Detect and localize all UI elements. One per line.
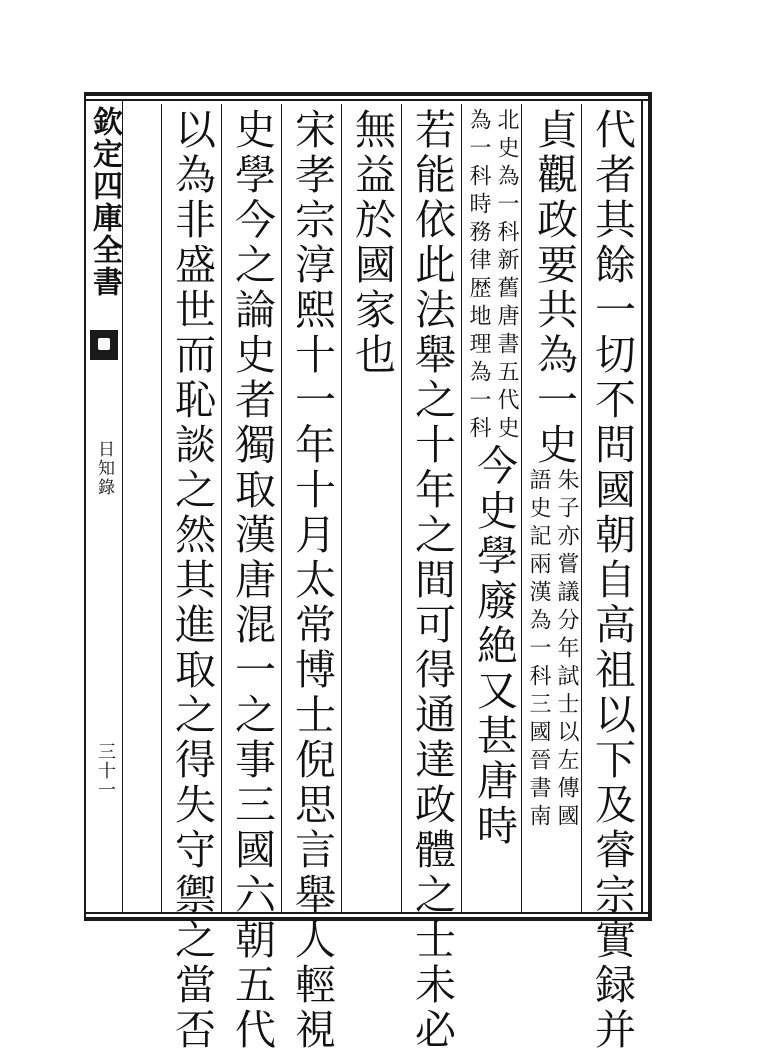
text-column-7 (221, 104, 282, 1053)
fish-tail-ornament (90, 330, 118, 360)
note-line-left: 為一科時務律歴地理為一科 (466, 108, 491, 444)
book-title: 日知錄 (94, 440, 114, 497)
text-column-8 (161, 104, 222, 1053)
note-line-left: 語史記兩漢為一科三國晉書南 (526, 468, 551, 832)
text-column-2 (521, 104, 582, 912)
column-text: 無益於國家也 (348, 108, 396, 378)
note-line-right: 北史為一科新舊唐書五代史 (494, 108, 519, 444)
blank-column (122, 104, 162, 912)
column-text: 今史學廢絶又甚唐時 (470, 444, 518, 849)
column-text: 宋孝宗淳熙十一年十月太常博士倪思言舉人輕視 (288, 108, 336, 1053)
text-column-6 (281, 104, 342, 1053)
text-column-1 (581, 104, 642, 1053)
note-line-right: 朱子亦嘗議分年試士以左傳國 (554, 468, 579, 832)
column-text: 史學今之論史者獨取漢唐混一之事三國六朝五代 (228, 108, 276, 1053)
column-text: 貞觀政要共為一史 (530, 108, 578, 468)
commentary-note (524, 468, 580, 832)
column-text: 若能依此法舉之十年之間可得通達政體之士未必 (408, 108, 456, 1053)
column-text: 以為非盛世而恥談之然其進取之得失守禦之當否 (168, 108, 216, 1053)
commentary-note (464, 108, 520, 444)
right-border-thick (648, 92, 652, 921)
top-border-thin (84, 99, 652, 101)
text-column-3 (461, 104, 522, 912)
series-title: 欽定四庫全書 (87, 106, 122, 298)
column-text: 代者其餘一切不問國朝自高祖以下及睿宗實録并 (588, 108, 636, 1053)
column-mixed (524, 108, 580, 832)
folio-number: 三十一 (95, 742, 116, 799)
text-column-4 (401, 104, 462, 1053)
text-column-5 (341, 104, 402, 912)
top-border-thick (84, 92, 652, 96)
column-mixed (464, 108, 520, 849)
